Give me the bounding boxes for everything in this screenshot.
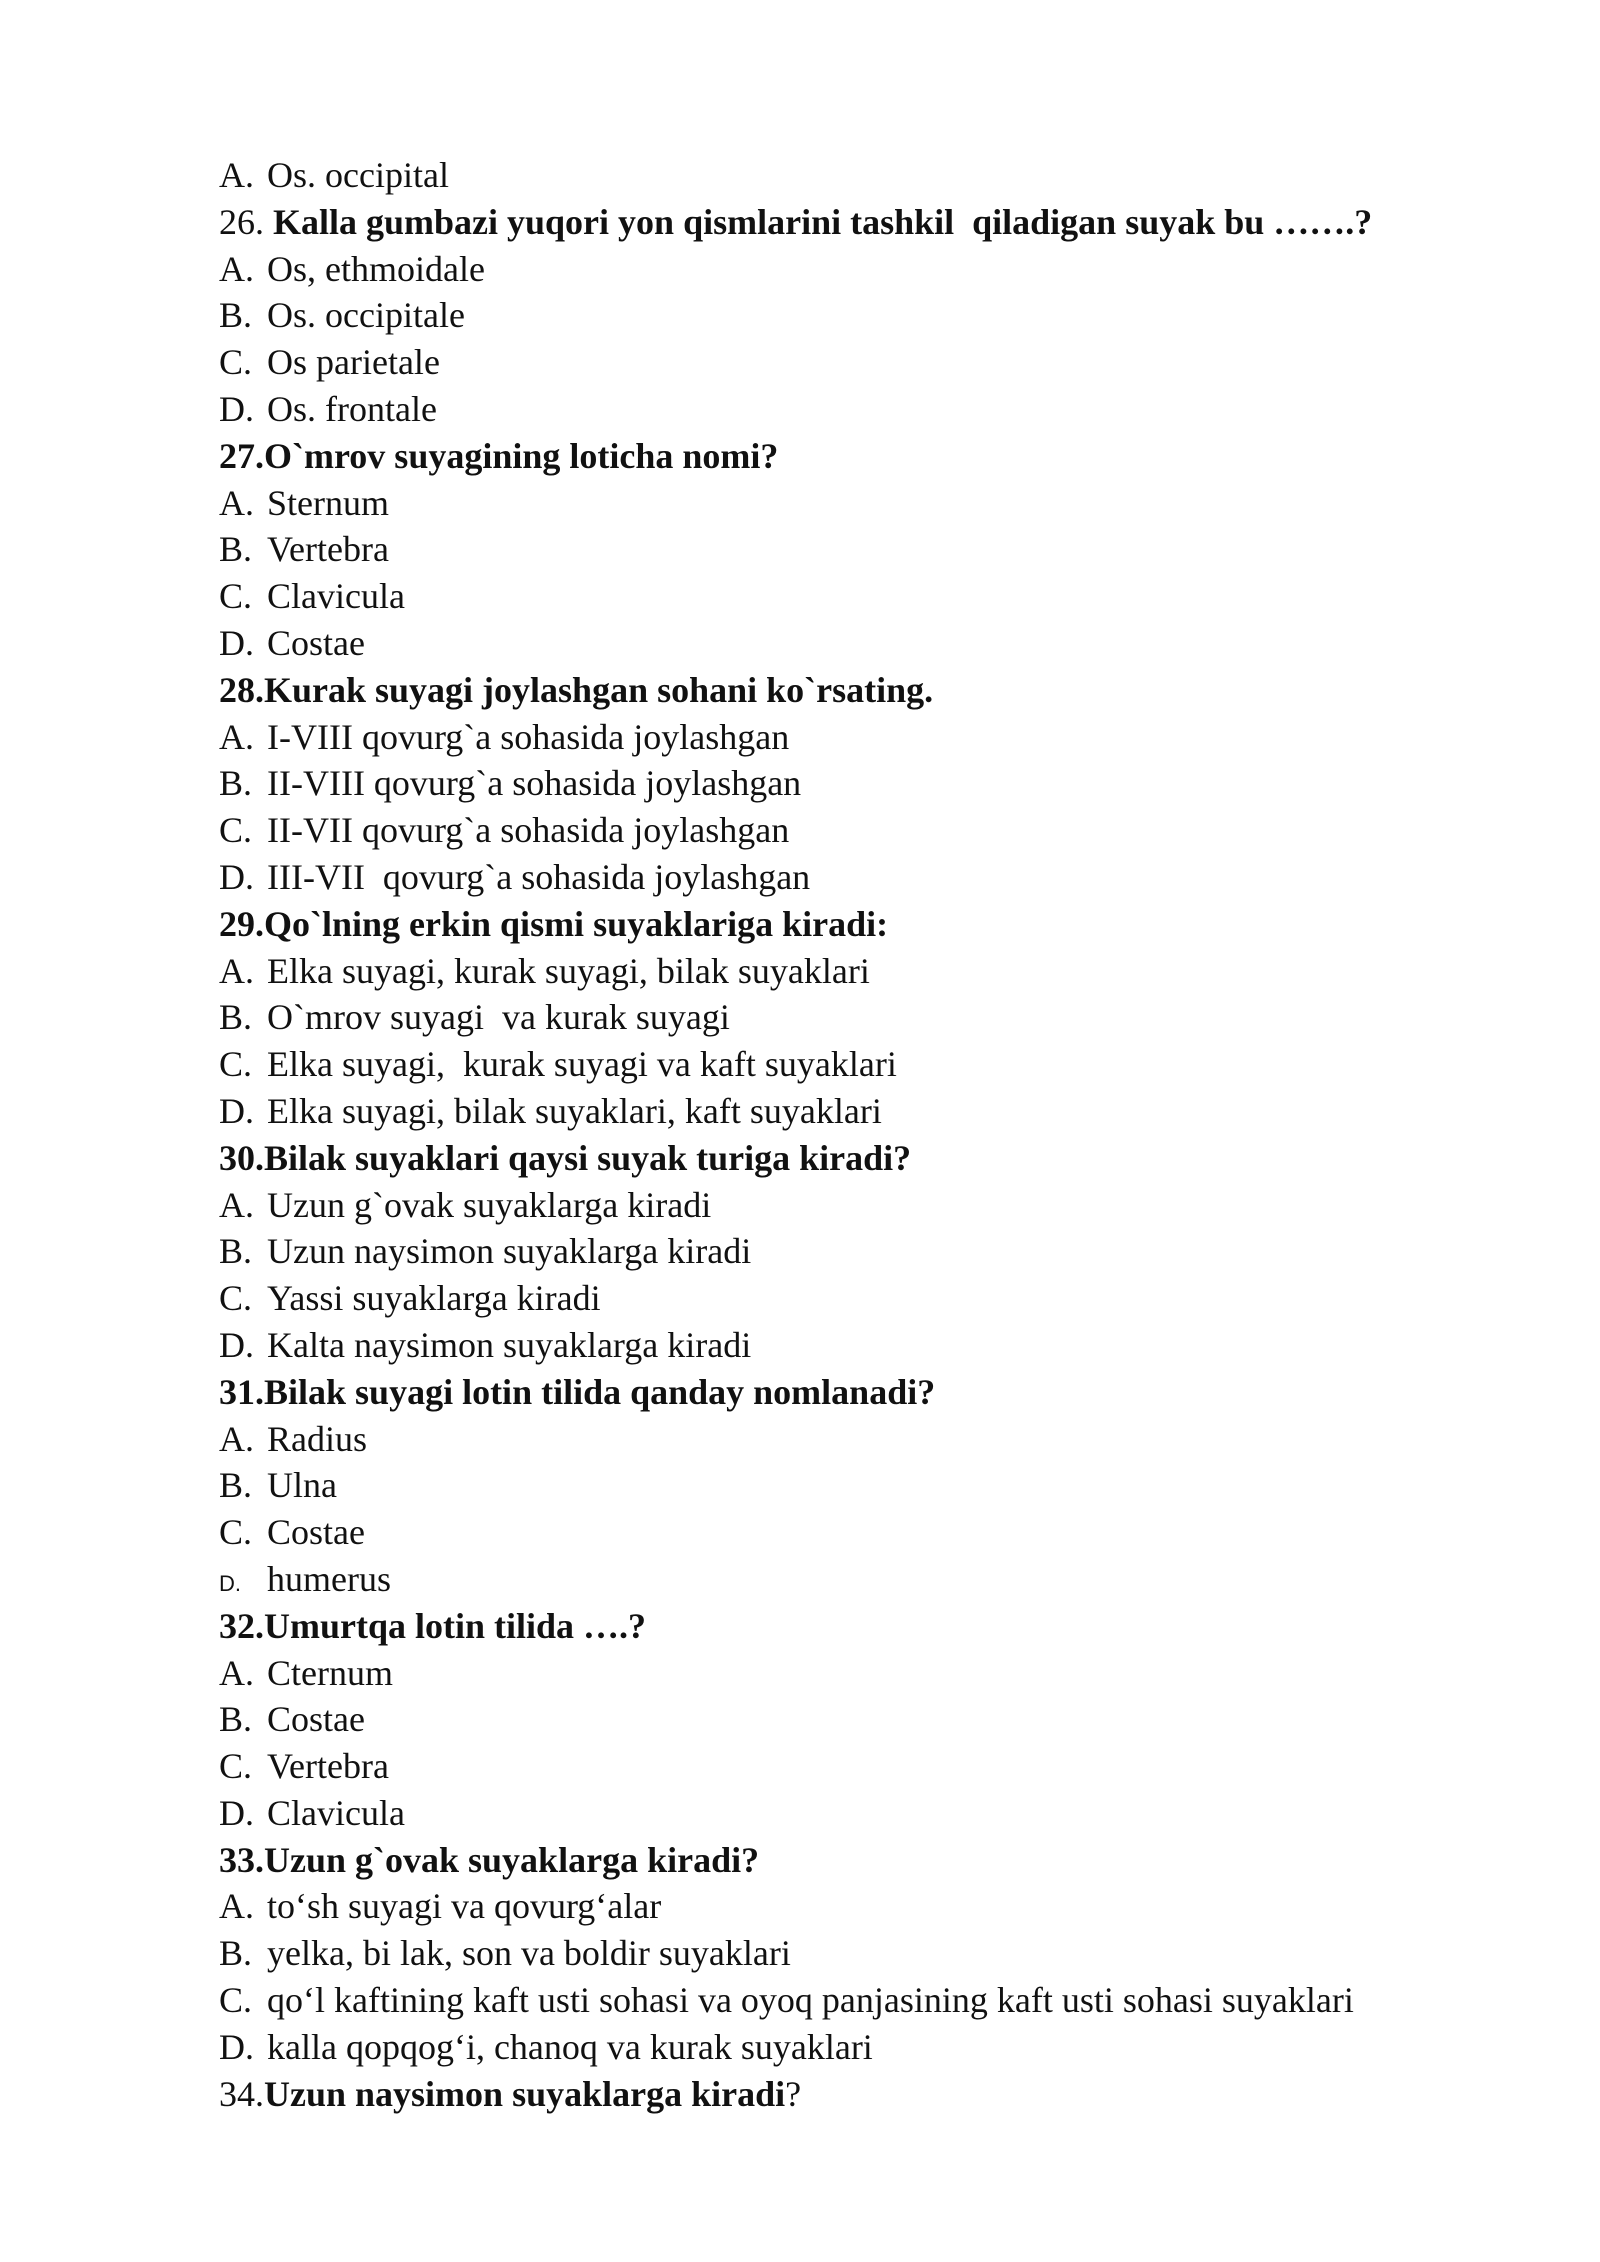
option-letter: A. — [219, 155, 254, 195]
question-number: 32. — [219, 1605, 264, 1646]
answer-option — [219, 1556, 1449, 1603]
option-text: Clavicula — [267, 1792, 405, 1833]
question-text: Bilak suyaklari qaysi suyak turiga kiradi? — [264, 1137, 912, 1178]
option-text: Vertebra — [267, 1746, 389, 1787]
option-letter: A. — [219, 1652, 254, 1693]
answer-option — [219, 1041, 1449, 1088]
question-line — [219, 667, 1449, 714]
option-letter: D. — [219, 1324, 254, 1365]
answer-option — [219, 1743, 1449, 1790]
answer-option — [219, 1088, 1449, 1135]
option-text: Os, ethmoidale — [267, 248, 485, 289]
option-letter: D. — [219, 1090, 254, 1131]
option-text: Radius — [267, 1418, 368, 1459]
option-letter: C. — [219, 1044, 253, 1085]
option-letter: B. — [219, 997, 253, 1038]
option-text: III-VII qovurg`a sohasida joylashgan — [267, 856, 811, 897]
question-number: 28. — [219, 669, 264, 710]
option-letter: C. — [219, 576, 253, 617]
option-letter: B. — [219, 295, 253, 336]
option-text: yelka, bi lak, son va boldir suyaklari — [267, 1933, 791, 1974]
answer-option — [219, 948, 1449, 995]
option-letter: C. — [219, 1278, 253, 1319]
question-line — [219, 433, 1449, 480]
option-text: Costae — [267, 1512, 365, 1553]
option-letter: B. — [219, 1231, 253, 1272]
question-text: Kurak suyagi joylashgan sohani ko`rsating. — [264, 669, 934, 710]
option-letter: A. — [219, 1418, 254, 1459]
option-letter: B. — [219, 1465, 253, 1506]
option-letter: D. — [219, 1570, 241, 1596]
answer-option — [219, 339, 1449, 386]
question-tail: ? — [785, 2073, 802, 2114]
answer-option — [219, 480, 1449, 527]
question-number: 31. — [219, 1371, 264, 1412]
answer-option — [219, 526, 1449, 573]
question-text: Bilak suyagi lotin tilida qanday nomlanadi? — [264, 1371, 936, 1412]
answer-option — [219, 1930, 1449, 1977]
answer-option — [219, 714, 1449, 761]
option-letter: B. — [219, 1699, 253, 1740]
answer-option — [219, 246, 1449, 293]
option-text: Vertebra — [267, 529, 389, 570]
question-text: Uzun naysimon suyaklarga kiradi — [264, 2073, 786, 2114]
option-letter: A. — [219, 716, 254, 757]
option-text: Elka suyagi, bilak suyaklari, kaft suyaklari — [267, 1090, 882, 1131]
answer-option — [219, 386, 1449, 433]
question-text: Qo`lning erkin qismi suyaklariga kiradi: — [264, 903, 889, 944]
question-number: 30. — [219, 1137, 264, 1178]
answer-option — [219, 1650, 1449, 1697]
option-text: Os parietale — [267, 342, 440, 383]
option-letter: B. — [219, 529, 253, 570]
option-text: Os. occipital — [267, 155, 449, 195]
option-text: Costae — [267, 622, 365, 663]
option-text: Os. frontale — [267, 388, 437, 429]
answer-option — [219, 807, 1449, 854]
option-text: qo‘l kaftining kaft usti sohasi va oyoq panjasining kaft usti sohasi suyaklari — [267, 1980, 1354, 2021]
question-text: O`mrov suyagining loticha nomi? — [264, 435, 779, 476]
question-text: Kalla gumbazi yuqori yon qismlarini tashkil qiladigan suyak bu …….? — [273, 201, 1373, 242]
option-letter: C. — [219, 342, 253, 383]
question-number: 26. — [219, 201, 273, 242]
answer-option — [219, 1182, 1449, 1229]
option-letter: C. — [219, 1512, 253, 1553]
answer-option — [219, 994, 1449, 1041]
answer-option — [219, 1977, 1449, 2024]
question-line — [219, 1837, 1449, 1884]
option-letter: D. — [219, 622, 254, 663]
question-line — [219, 1369, 1449, 1416]
question-line — [219, 1135, 1449, 1182]
option-letter: C. — [219, 1980, 253, 2021]
answer-option — [219, 292, 1449, 339]
question-line — [219, 901, 1449, 948]
option-text: Uzun naysimon suyaklarga kiradi — [267, 1231, 752, 1272]
option-letter: A. — [219, 1886, 254, 1927]
answer-option — [219, 1883, 1449, 1930]
option-text: O`mrov suyagi va kurak suyagi — [267, 997, 730, 1038]
option-letter: D. — [219, 2026, 254, 2067]
answer-option — [219, 1790, 1449, 1837]
question-number: 27. — [219, 435, 264, 476]
answer-option — [219, 1322, 1449, 1369]
option-letter: B. — [219, 1933, 253, 1974]
question-number: 33. — [219, 1839, 264, 1880]
option-letter: D. — [219, 388, 254, 429]
answer-option — [219, 1462, 1449, 1509]
answer-option — [219, 152, 1449, 199]
option-text: I-VIII qovurg`a sohasida joylashgan — [267, 716, 790, 757]
question-text: Umurtqa lotin tilida ….? — [264, 1605, 647, 1646]
option-text: kalla qopqog‘i, chanoq va kurak suyaklari — [267, 2026, 873, 2067]
answer-option — [219, 1416, 1449, 1463]
answer-option — [219, 1509, 1449, 1556]
option-text: humerus — [267, 1558, 391, 1599]
question-line — [219, 2071, 1449, 2118]
option-text: Sternum — [267, 482, 389, 523]
option-text: II-VII qovurg`a sohasida joylashgan — [267, 810, 790, 851]
option-text: Clavicula — [267, 576, 405, 617]
question-number: 29. — [219, 903, 264, 944]
option-letter: A. — [219, 1184, 254, 1225]
question-text: Uzun g`ovak suyaklarga kiradi? — [264, 1839, 760, 1880]
option-text: Os. occipitale — [267, 295, 465, 336]
option-letter: A. — [219, 950, 254, 991]
option-text: Elka suyagi, kurak suyagi, bilak suyaklari — [267, 950, 870, 991]
answer-option — [219, 1275, 1449, 1322]
option-letter: D. — [219, 856, 254, 897]
option-letter: B. — [219, 763, 253, 804]
option-text: Kalta naysimon suyaklarga kiradi — [267, 1324, 752, 1365]
option-letter: A. — [219, 482, 254, 523]
answer-option — [219, 760, 1449, 807]
answer-option — [219, 620, 1449, 667]
option-text: Yassi suyaklarga kiradi — [267, 1278, 601, 1319]
option-text: to‘sh suyagi va qovurg‘alar — [267, 1886, 662, 1927]
question-line — [219, 1603, 1449, 1650]
option-letter: C. — [219, 1746, 253, 1787]
option-text: Elka suyagi, kurak suyagi va kaft suyaklari — [267, 1044, 897, 1085]
answer-option — [219, 573, 1449, 620]
option-letter: A. — [219, 248, 254, 289]
option-text: Costae — [267, 1699, 365, 1740]
answer-option — [219, 854, 1449, 901]
answer-option — [219, 1696, 1449, 1743]
quiz-content — [219, 152, 1449, 2117]
option-text: Ulna — [267, 1465, 337, 1506]
answer-option — [219, 2024, 1449, 2071]
option-text: Uzun g`ovak suyaklarga kiradi — [267, 1184, 712, 1225]
option-letter: C. — [219, 810, 253, 851]
option-letter: D. — [219, 1792, 254, 1833]
option-text: II-VIII qovurg`a sohasida joylashgan — [267, 763, 802, 804]
option-text: Cternum — [267, 1652, 393, 1693]
question-line — [219, 199, 1449, 246]
answer-option — [219, 1228, 1449, 1275]
question-number: 34. — [219, 2073, 264, 2114]
